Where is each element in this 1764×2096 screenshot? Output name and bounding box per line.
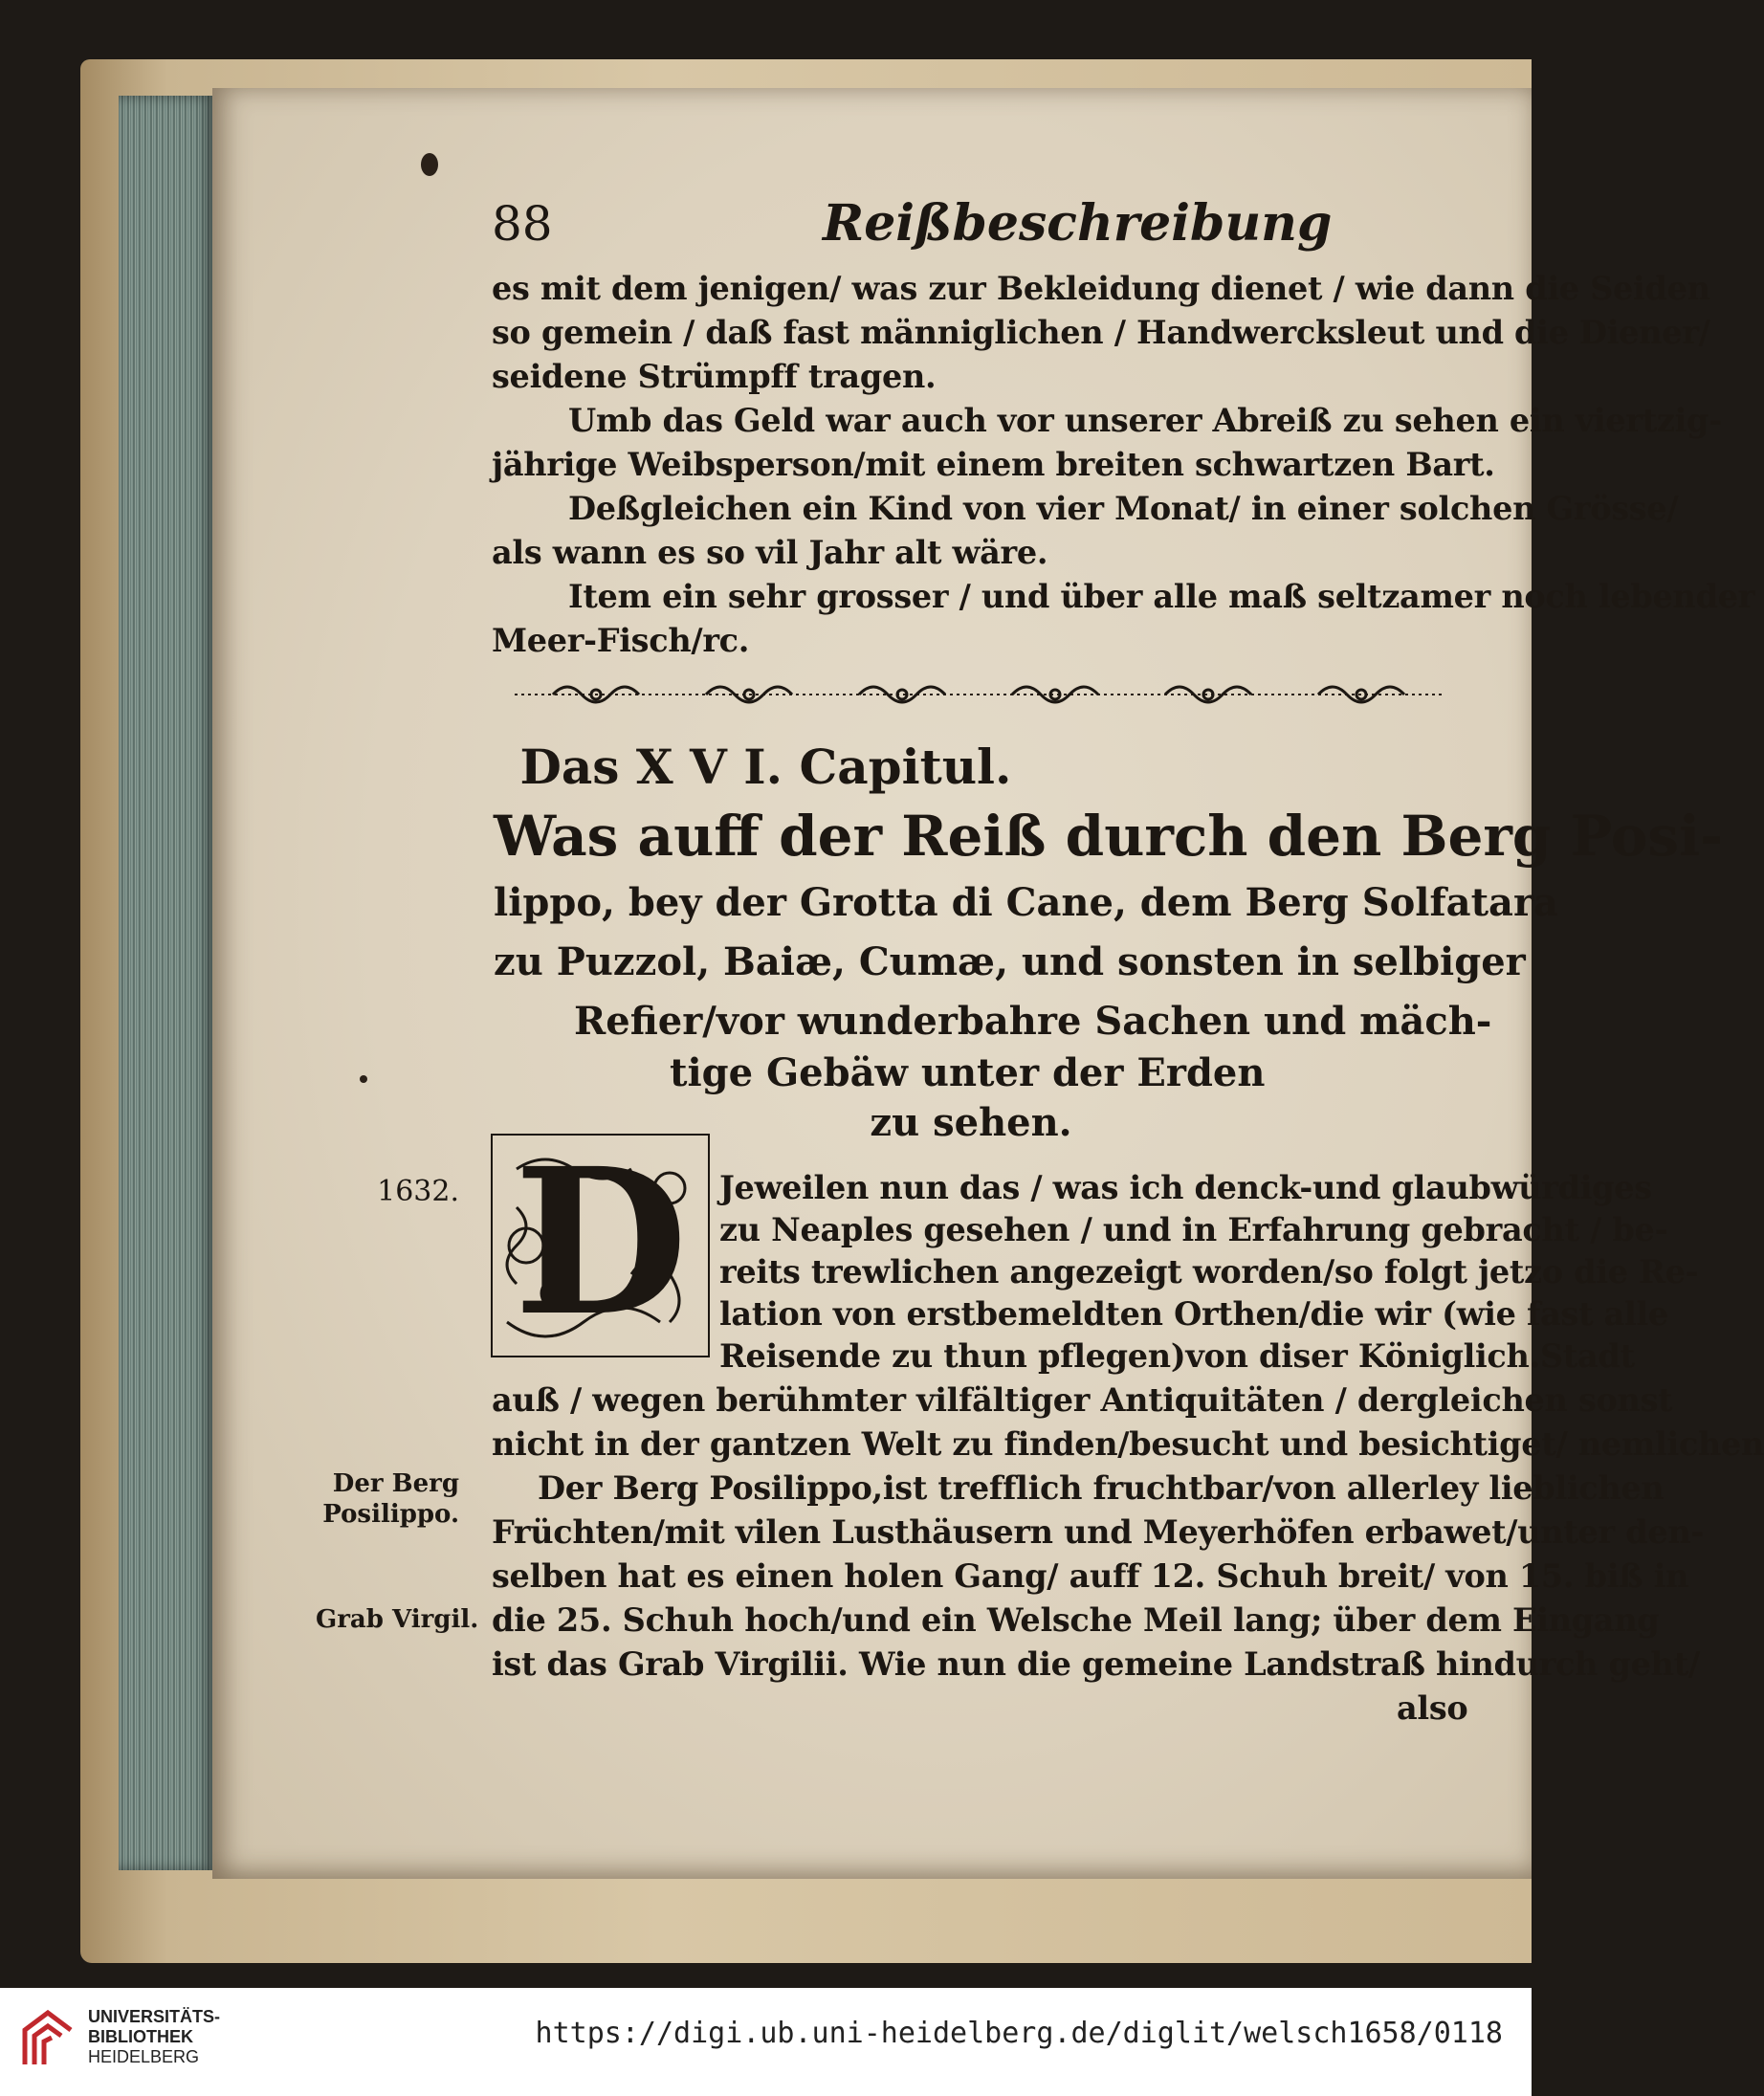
text-line: Item ein sehr grosser / und über alle maß seltzamer noch lebender — [568, 578, 1755, 615]
margin-note-grab: Grab Virgil. — [316, 1605, 479, 1634]
chapter-title-line: zu sehen. — [870, 1100, 1072, 1145]
text-line: ist das Grab Virgilii. Wie nun die gemeine Landstraß hindurch geht/ — [492, 1645, 1700, 1683]
chapter-title-line: zu Puzzol, Baiæ, Cumæ, und sonsten in selbiger — [494, 939, 1526, 984]
library-name-line: BIBLIOTHEK — [88, 2027, 193, 2046]
text-line: Der Berg Posilippo,ist trefflich fruchtbar/von allerley lieblichen — [538, 1469, 1665, 1507]
decorated-initial-icon — [488, 1124, 713, 1360]
fleuron-ornament-icon — [515, 677, 1443, 712]
text-line: Meer-Fisch/rc. — [492, 622, 750, 659]
library-name-line: UNIVERSITÄTS- — [88, 2007, 221, 2026]
library-name-line: HEIDELBERG — [88, 2047, 200, 2066]
ink-blot — [421, 153, 438, 176]
text-line: auß / wegen berühmter vilfältiger Antiquitäten / dergleichen sonst — [492, 1381, 1673, 1419]
chapter-label: Das X V I. Capitul. — [519, 739, 1012, 795]
page-number: 88 — [492, 196, 553, 252]
text-line: selben hat es einen holen Gang/ auff 12. Schuh breit/ von 15. biß in — [492, 1557, 1689, 1595]
text-line: es mit dem jenigen/ was zur Bekleidung dienet / wie dann die Seiden — [492, 270, 1710, 307]
text-line: zu Neaples gesehen / und in Erfahrung gebracht / be- — [719, 1211, 1668, 1248]
margin-note-year: 1632. — [377, 1175, 459, 1208]
margin-note-posilippo: Posilippo. — [322, 1500, 459, 1529]
initial-letter: D — [513, 1124, 689, 1360]
text-line: jährige Weibsperson/mit einem breiten schwartzen Bart. — [492, 446, 1495, 483]
text-line: nicht in der gantzen Welt zu finden/besucht und besichtiget/ nemlichen — [492, 1425, 1764, 1463]
chapter-title-line: lippo, bey der Grotta di Cane, dem Berg Solfatara — [494, 880, 1558, 925]
text-line: seidene Strümpff tragen. — [492, 358, 937, 395]
catchword: also — [1397, 1689, 1468, 1727]
text-line: Umb das Geld war auch vor unserer Abreiß zu sehen ein viertzig- — [568, 402, 1722, 439]
chapter-title-line: tige Gebäw unter der Erden — [670, 1050, 1266, 1095]
chapter-title-line: Refier/vor wunderbahre Sachen und mäch- — [574, 999, 1492, 1044]
margin-note-berg: Der Berg — [332, 1469, 459, 1498]
ub-heidelberg-logo-icon[interactable] — [17, 2003, 78, 2072]
text-line: reits trewlichen angezeigt worden/so folgt jetzo die Re- — [719, 1253, 1699, 1291]
text-line: Früchten/mit vilen Lusthäusern und Meyerhöfen erbawet/unter den- — [492, 1513, 1705, 1551]
source-url-link[interactable]: https://digi.ub.uni-heidelberg.de/diglit/welsch1658/0118 — [535, 2017, 1503, 2050]
text-line: Reisende zu thun pflegen)von diser Königlich.Stadt — [719, 1337, 1635, 1375]
text-line: lation von erstbemeldten Orthen/die wir (wie fast alle — [719, 1295, 1668, 1333]
text-line: Deßgleichen ein Kind von vier Monat/ in einer solchen Grösse/ — [568, 490, 1679, 527]
page-edges — [119, 96, 214, 1870]
library-name[interactable] — [88, 2007, 220, 2067]
chapter-title-line: Was auff der Reiß durch den Berg Posi- — [494, 804, 1724, 869]
text-line: die 25. Schuh hoch/und ein Welsche Meil lang; über dem Eingang — [492, 1601, 1660, 1639]
text-line: Jeweilen nun das / was ich denck-und glaubwürdiges — [719, 1169, 1652, 1206]
text-line: so gemein / daß fast männiglichen / Handwercksleut und die Diener/ — [492, 314, 1710, 351]
text-line: als wann es so vil Jahr alt wäre. — [492, 534, 1048, 571]
ink-blot — [360, 1075, 367, 1083]
running-head: Reißbeschreibung — [823, 194, 1333, 253]
